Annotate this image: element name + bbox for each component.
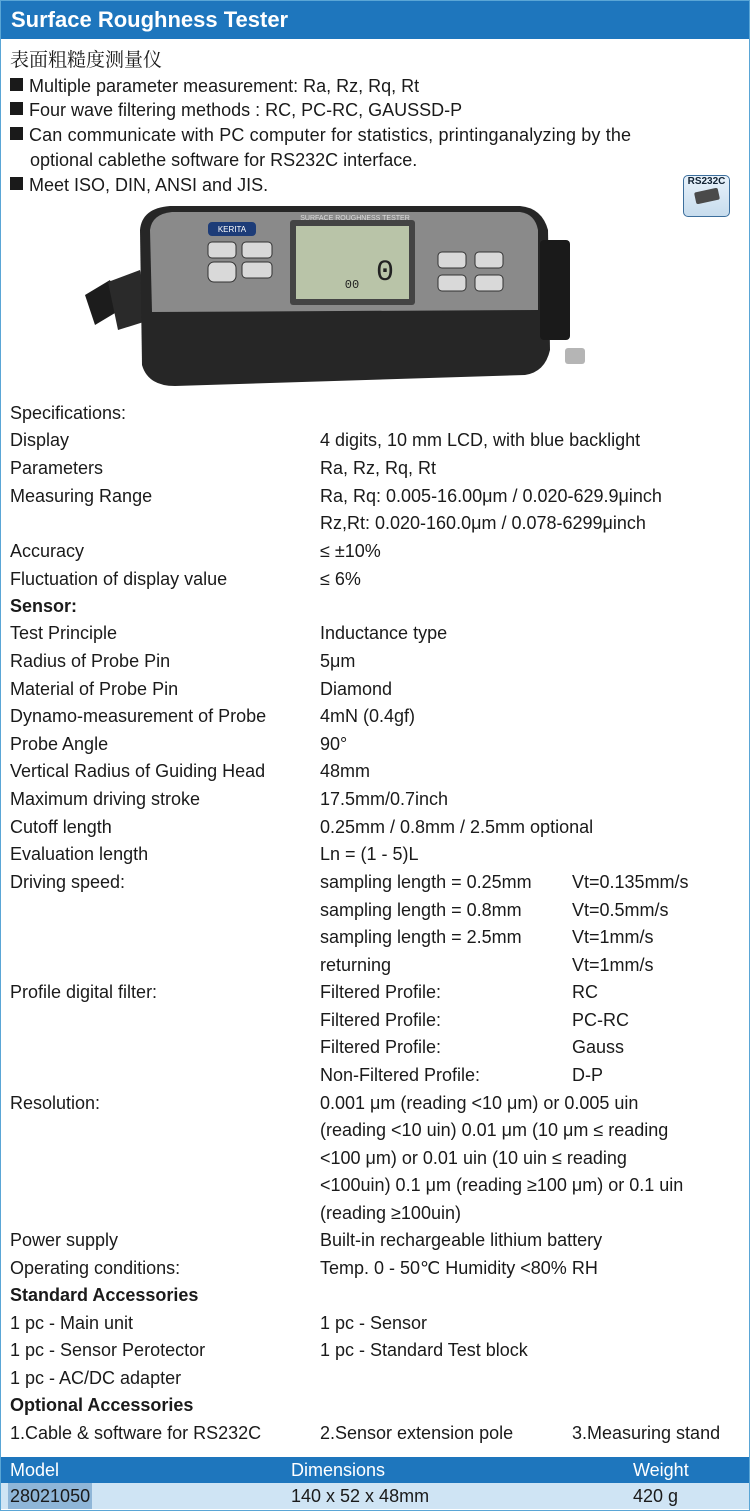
filter-row: Filtered Profile: Gauss [320,1037,625,1057]
filter-row: Filtered Profile: PC-RC [320,1010,629,1030]
col-header-dimensions: Dimensions [291,1460,386,1480]
sensor-row: Probe Angle 90° [10,734,348,754]
spec-row: Accuracy ≤ ±10% [10,541,381,561]
table-row [1,1483,749,1509]
feature-item: Four wave filtering methods : RC, PC-RC, GAUSSD-P [10,98,462,122]
spec-row: Power supply Built-in rechargeable lithium battery [10,1230,603,1250]
table-header [1,1457,749,1483]
bullet-square-icon [10,78,23,91]
cell-weight: 420 g [633,1486,679,1506]
sensor-row: Maximum driving stroke 17.5mm/0.7inch [10,789,449,809]
feature-item: Multiple parameter measurement: Ra, Rz, Rq, Rt [10,74,419,98]
driving-row: sampling length = 0.8mm Vt=0.5mm/s [320,900,669,920]
chinese-title: 表面粗糙度测量仪 [10,49,163,71]
sensor-row: Radius of Probe Pin 5μm [10,651,356,671]
sensor-row: Material of Probe Pin Diamond [10,679,393,699]
feature-item-continued: optional cablethe software for RS232C interface. [30,150,418,170]
filter-row: Non-Filtered Profile: D-P [320,1065,603,1085]
bullet-square-icon [10,127,23,140]
page-title: Surface Roughness Tester [1,1,749,39]
driving-row: returning Vt=1mm/s [320,955,654,975]
bullet-square-icon [10,177,23,190]
col-header-weight: Weight [633,1460,689,1480]
cell-dimensions: 140 x 52 x 48mm [291,1486,430,1506]
driving-row: sampling length = 2.5mm Vt=1mm/s [320,927,654,947]
filter-row: Profile digital filter: Filtered Profile: RC [10,982,598,1002]
optional-accessories-heading: Optional Accessories [10,1395,194,1415]
spec-row: Measuring Range Ra, Rq: 0.005-16.00μm / 0.020-629.9μinch [10,486,662,506]
sensor-row: Vertical Radius of Guiding Head 48mm [10,761,371,781]
feature-item: Can communicate with PC computer for statistics, printinganalyzing by the [10,123,740,147]
cable-plug-icon [694,188,720,205]
resolution-row: (reading ≥100uin) [320,1203,461,1223]
device-image [80,200,600,390]
resolution-row: Resolution: 0.001 μm (reading <10 μm) or 0.005 uin [10,1093,639,1113]
driving-row: Driving speed: sampling length = 0.25mm Vt=0.135mm/s [10,872,689,892]
specs-heading: Specifications: [10,403,127,423]
optional-row: 1.Cable & software for RS232C 2.Sensor extension pole 3.Measuring stand [10,1423,721,1443]
resolution-row: <100 μm) or 0.01 uin (10 uin ≤ reading [320,1148,627,1168]
sensor-row: Cutoff length 0.25mm / 0.8mm / 2.5mm optional [10,817,594,837]
accessory-row: 1 pc - Sensor Perotector 1 pc - Standard Test block [10,1340,528,1360]
spec-row: Parameters Ra, Rz, Rq, Rt [10,458,437,478]
bullet-square-icon [10,102,23,115]
sensor-row: Evaluation length Ln = (1 - 5)L [10,844,419,864]
cell-model: 28021050 [8,1483,92,1509]
accessory-row: 1 pc - Main unit 1 pc - Sensor [10,1313,428,1333]
accessory-row: 1 pc - AC/DC adapter [10,1368,182,1388]
device-screen-title: SURFACE ROUGHNESS TESTER [300,215,410,222]
sensor-row: Test Principle Inductance type [10,623,448,643]
sensor-row: Dynamo-measurement of Probe 4mN (0.4gf) [10,706,416,726]
resolution-row: <100uin) 0.1 μm (reading ≥100 μm) or 0.1 uin [320,1175,684,1195]
rs232c-badge: RS232C [683,175,730,217]
spec-row-continued: Rz,Rt: 0.020-160.0μm / 0.078-6299μinch [320,513,646,533]
display-small: 00 [344,278,360,292]
col-header-model: Model [10,1460,60,1480]
sensor-heading: Sensor: [10,596,78,616]
spec-row: Operating conditions: Temp. 0 - 50℃ Humidity <80% RH [10,1258,598,1278]
resolution-row: (reading <10 uin) 0.01 μm (10 μm ≤ reading [320,1120,669,1140]
display-digit: 0 [375,256,395,290]
spec-row: Display 4 digits, 10 mm LCD, with blue backlight [10,430,641,450]
feature-item: Meet ISO, DIN, ANSI and JIS. [10,173,268,197]
standard-accessories-heading: Standard Accessories [10,1285,199,1305]
spec-row: Fluctuation of display value ≤ 6% [10,569,361,589]
device-brand: KERITA [217,225,247,234]
